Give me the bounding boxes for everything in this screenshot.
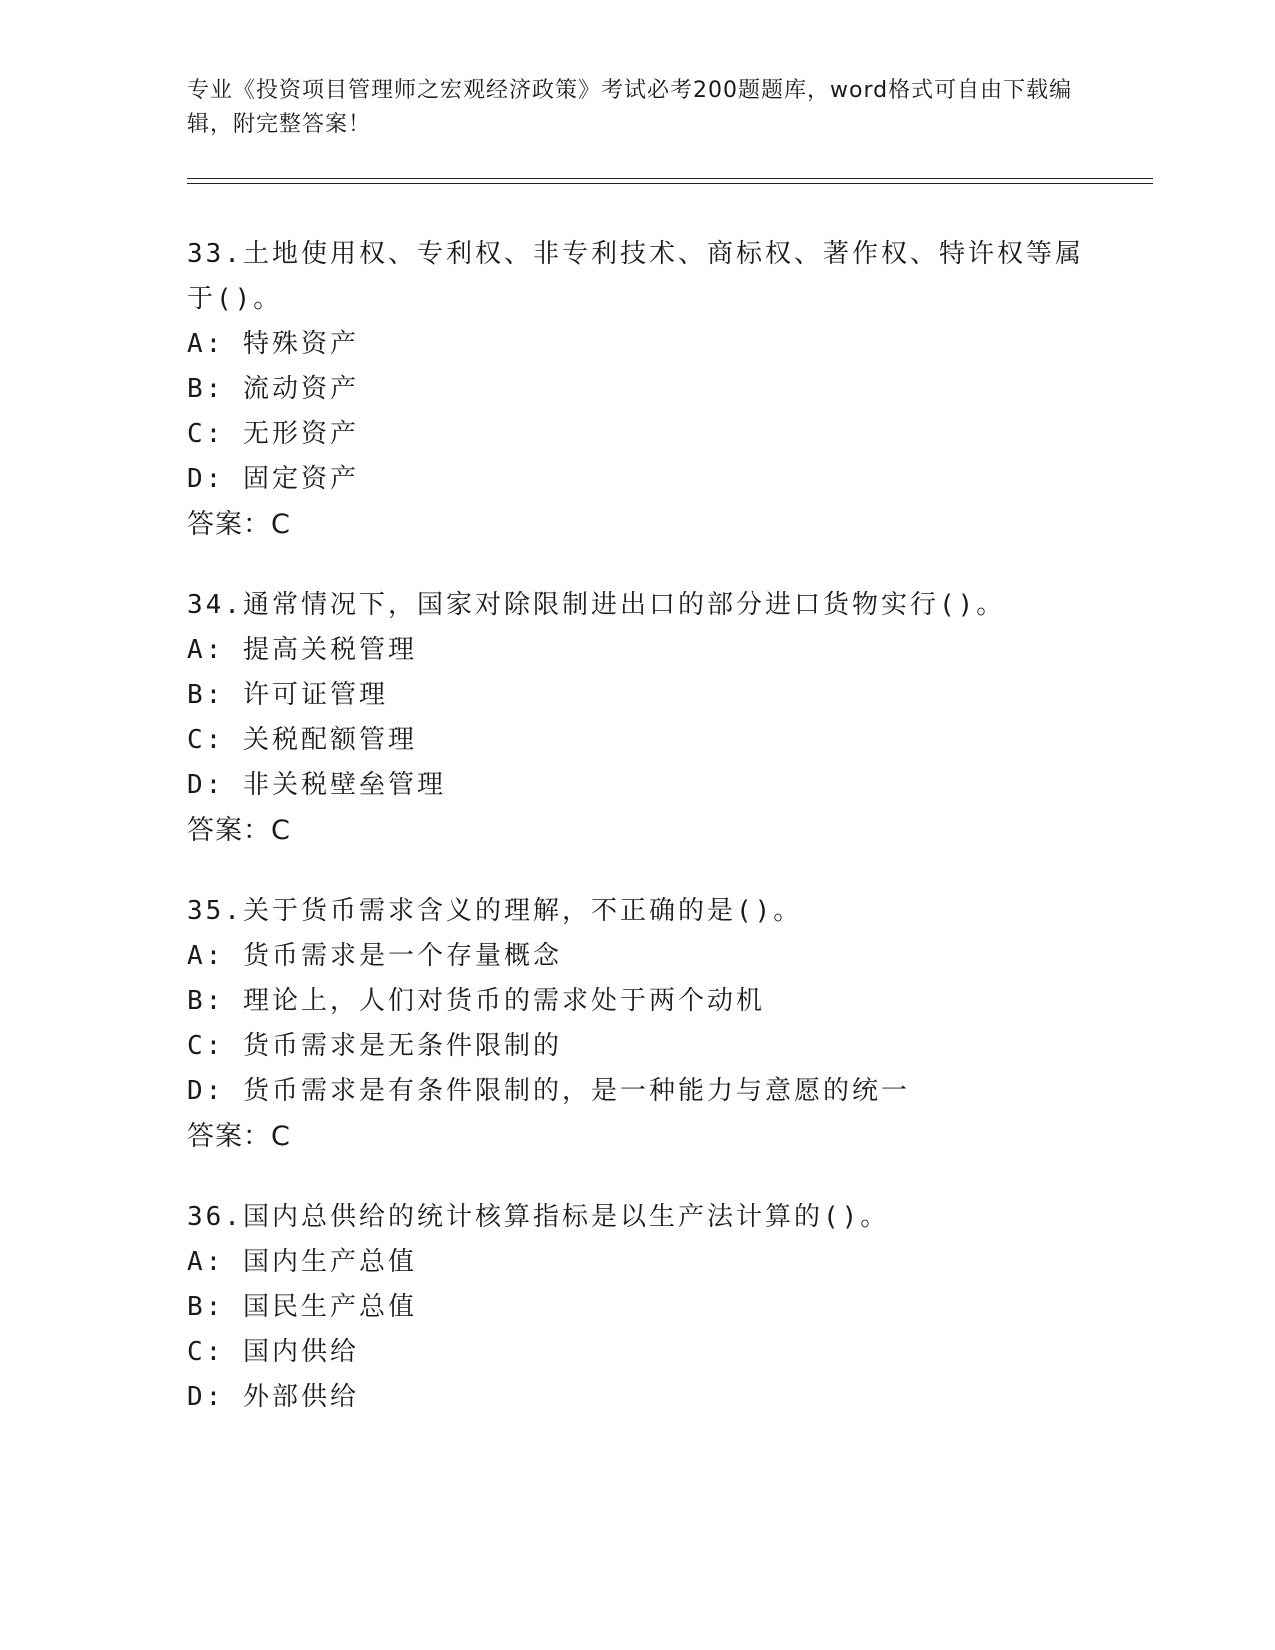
question-33 — [187, 232, 1087, 547]
option-text: 外部供给 — [242, 1382, 359, 1412]
option-letter: C: — [187, 1337, 225, 1367]
option-letter: A: — [187, 329, 225, 359]
option-letter: D: — [187, 464, 225, 494]
option-text: 货币需求是一个存量概念 — [242, 941, 562, 971]
option-c — [187, 412, 1087, 457]
option-text: 固定资产 — [242, 464, 359, 494]
option-text: 国内生产总值 — [242, 1247, 417, 1277]
question-stem: 34.通常情况下，国家对除限制进出口的部分进口货物实行()。 — [187, 590, 1006, 620]
option-text: 特殊资产 — [242, 329, 359, 359]
option-letter: C: — [187, 725, 225, 755]
option-text: 提高关税管理 — [242, 635, 417, 665]
question-36 — [187, 1195, 1087, 1420]
option-letter: D: — [187, 770, 225, 800]
option-letter: A: — [187, 635, 225, 665]
option-text: 货币需求是无条件限制的 — [242, 1031, 562, 1061]
option-b — [187, 367, 1087, 412]
option-d — [187, 1375, 1087, 1420]
header-rule-bottom — [187, 183, 1153, 184]
option-text: 流动资产 — [242, 374, 359, 404]
option-b — [187, 979, 1087, 1024]
option-d — [187, 763, 1087, 808]
option-c — [187, 718, 1087, 763]
option-text: 许可证管理 — [242, 680, 388, 710]
option-letter: C: — [187, 1031, 225, 1061]
header-rule-top — [187, 178, 1153, 179]
option-letter: B: — [187, 680, 225, 710]
option-letter: B: — [187, 986, 225, 1016]
option-a — [187, 1240, 1087, 1285]
option-text: 国民生产总值 — [242, 1292, 417, 1322]
option-letter: A: — [187, 941, 225, 971]
option-text: 国内供给 — [242, 1337, 359, 1367]
answer-line: 答案：C — [187, 815, 291, 846]
option-b — [187, 1285, 1087, 1330]
option-text: 关税配额管理 — [242, 725, 417, 755]
option-a — [187, 322, 1087, 367]
option-letter: D: — [187, 1382, 225, 1412]
option-b — [187, 673, 1087, 718]
question-stem: 35.关于货币需求含义的理解，不正确的是()。 — [187, 896, 803, 926]
option-letter: A: — [187, 1247, 225, 1277]
option-text: 理论上，人们对货币的需求处于两个动机 — [242, 986, 765, 1016]
answer-line: 答案：C — [187, 509, 291, 540]
question-stem: 36.国内总供给的统计核算指标是以生产法计算的()。 — [187, 1202, 890, 1232]
option-c — [187, 1330, 1087, 1375]
option-a — [187, 628, 1087, 673]
answer-line: 答案：C — [187, 1121, 291, 1152]
question-stem: 33.土地使用权、专利权、非专利技术、商标权、著作权、特许权等属于()。 — [187, 239, 1084, 314]
option-letter: C: — [187, 419, 225, 449]
option-letter: B: — [187, 1292, 225, 1322]
option-letter: B: — [187, 374, 225, 404]
question-list — [187, 232, 1087, 1456]
option-text: 非关税壁垒管理 — [242, 770, 446, 800]
option-d — [187, 457, 1087, 502]
option-text: 货币需求是有条件限制的，是一种能力与意愿的统一 — [242, 1076, 910, 1106]
document-header: 专业《投资项目管理师之宏观经济政策》考试必考200题题库，word格式可自由下载编辑，附完整答案！ — [187, 78, 1073, 137]
option-d — [187, 1069, 1087, 1114]
option-letter: D: — [187, 1076, 225, 1106]
option-text: 无形资产 — [242, 419, 359, 449]
option-a — [187, 934, 1087, 979]
option-c — [187, 1024, 1087, 1069]
question-35 — [187, 889, 1087, 1159]
question-34 — [187, 583, 1087, 853]
